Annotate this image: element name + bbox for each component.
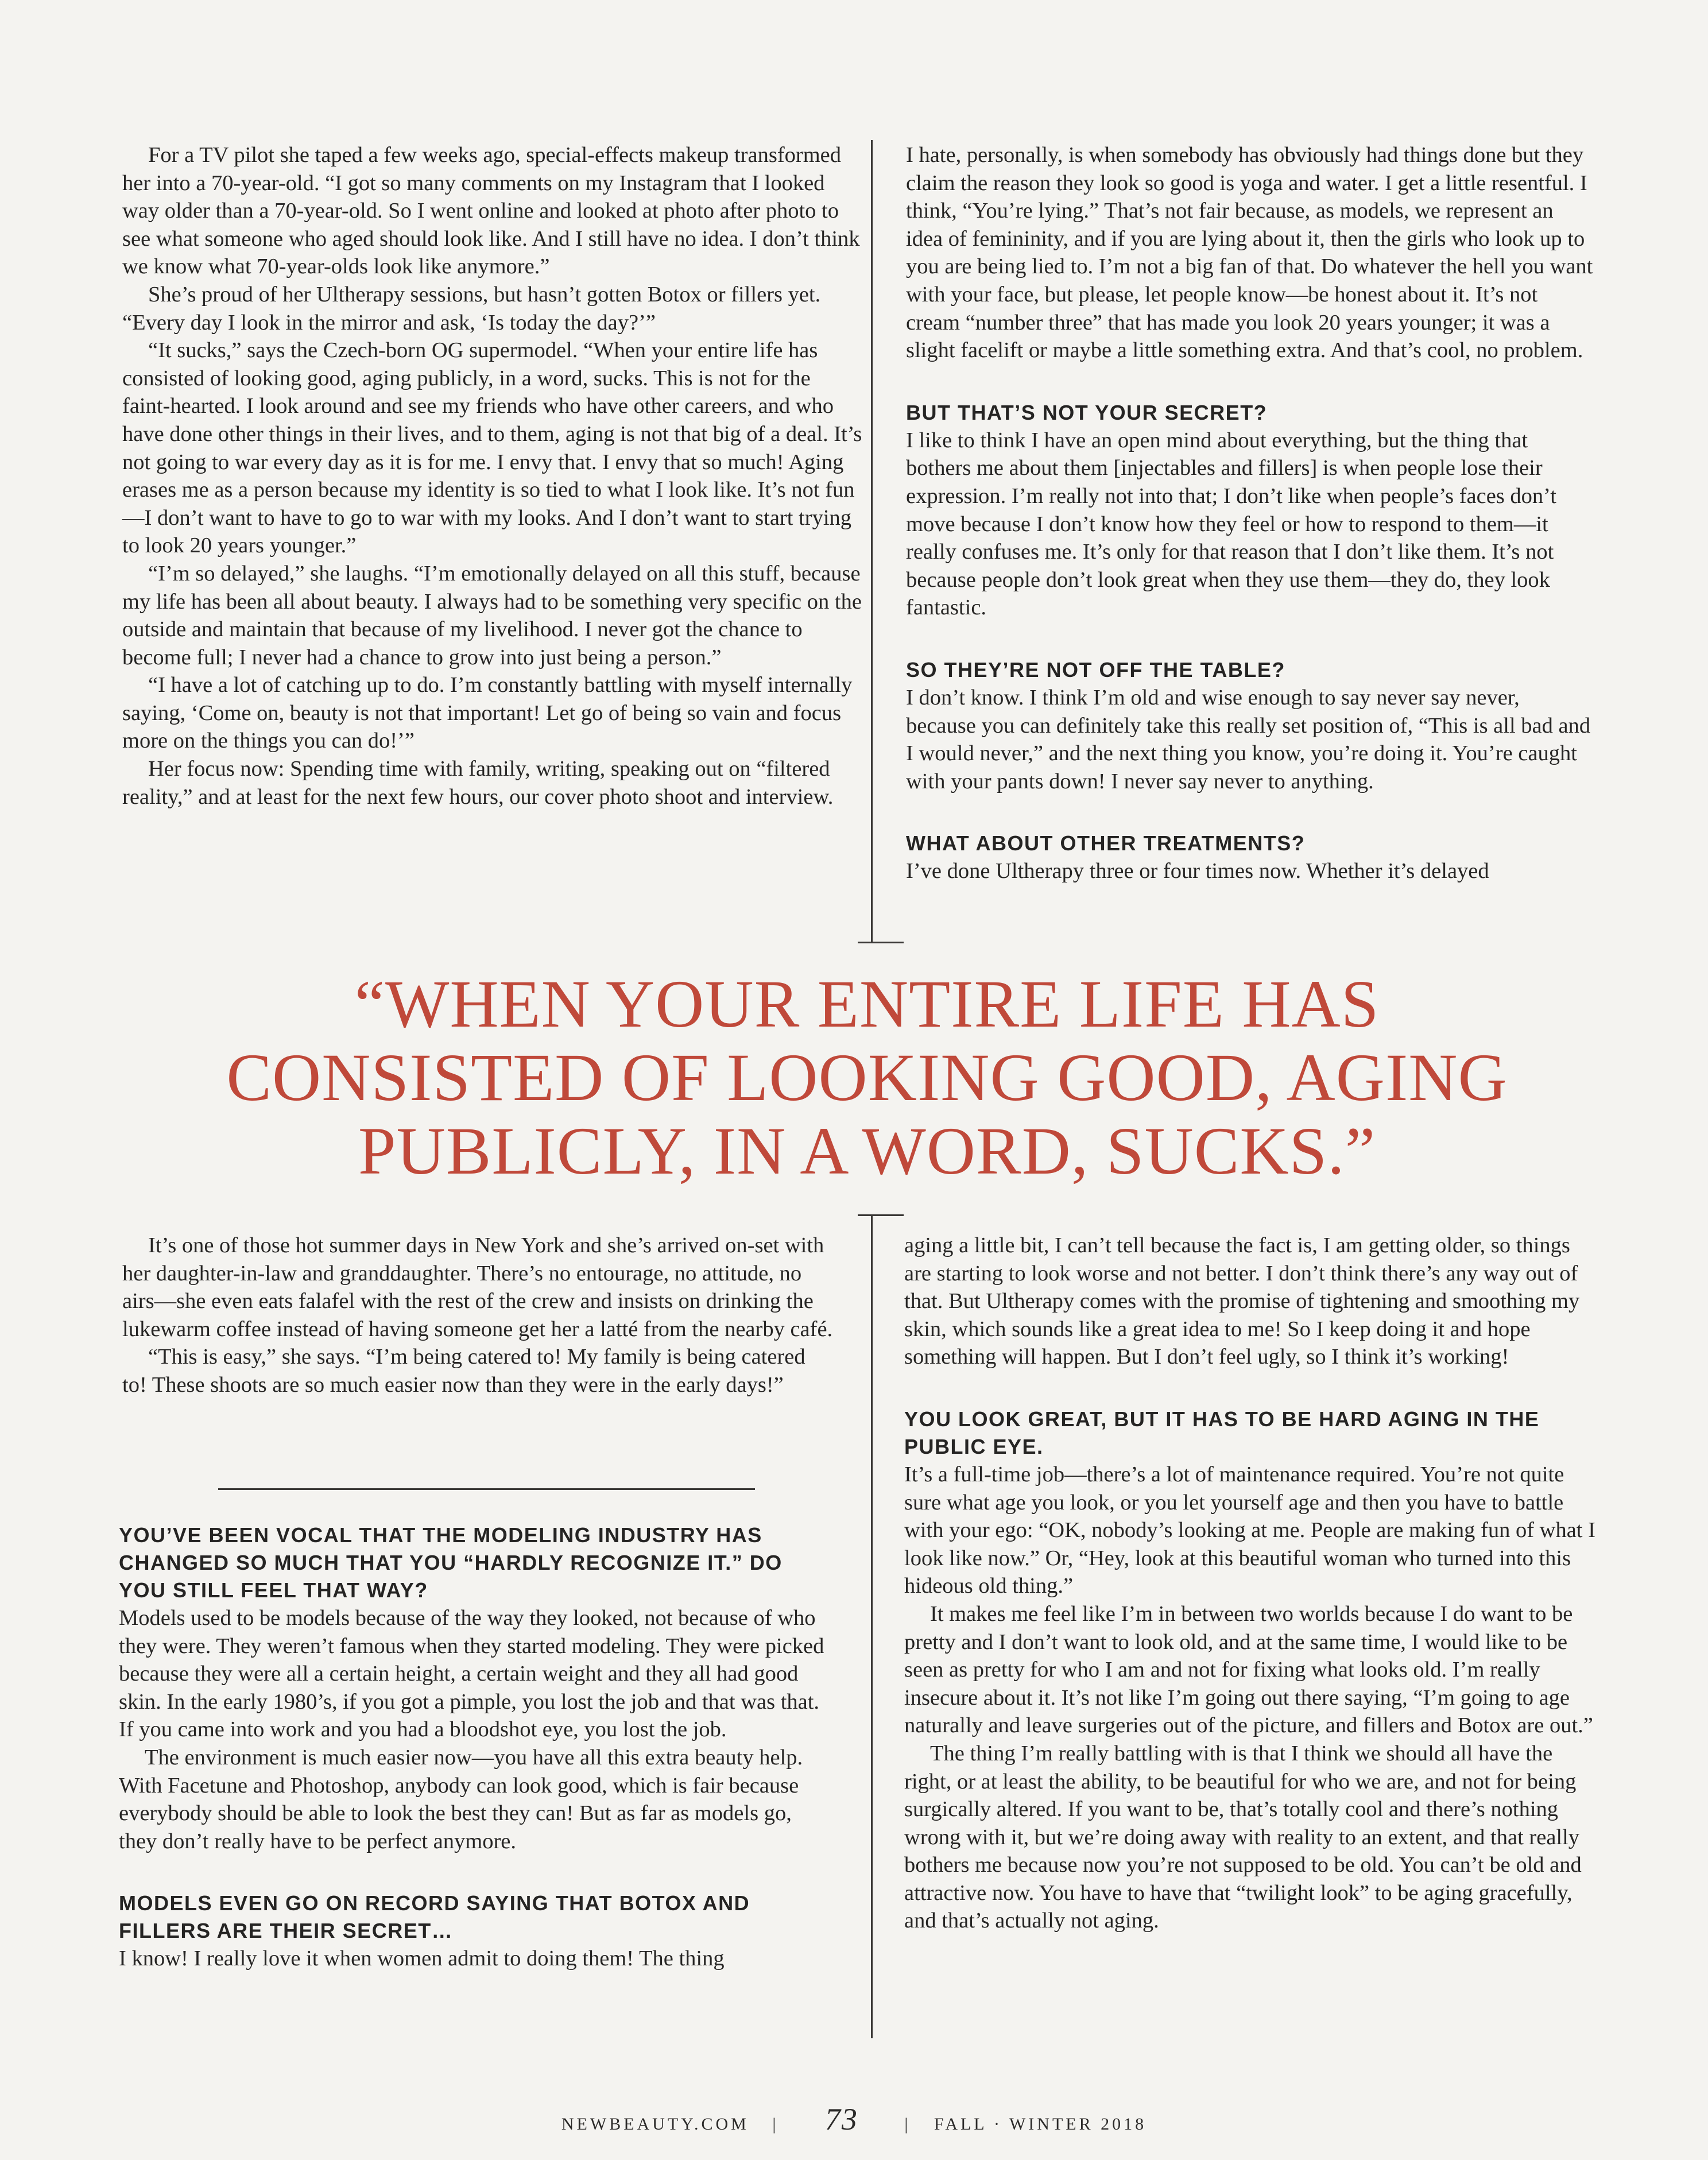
interview-answer: I know! I really love it when women admit to doing them! The thing bbox=[119, 1946, 725, 1971]
footer-separator: | bbox=[904, 2115, 911, 2134]
body-paragraph: “I’m so delayed,” she laughs. “I’m emotionally delayed on all this stuff, because my life has been all about beauty. I always had to be something very specific on the outside and maintain that because of my livelihood. I never got the chance to become full; I never had a chance to grow into just being a person.” bbox=[122, 561, 862, 669]
pull-quote bbox=[172, 967, 1562, 1188]
footer-site: NEWBEAUTY.COM bbox=[561, 2115, 749, 2134]
interview-question: BUT THAT’S NOT YOUR SECRET? bbox=[906, 400, 1268, 424]
interview-answer: It makes me feel like I’m in between two worlds because I do want to be pretty and I don’t want to look old, and at the same time, I would like to be seen as pretty for who I am and not for fixing what looks old. I’m really insecure about it. It’s not like I’m going out there saying, “I’m going to age naturally and leave surgeries out of the picture, and fillers and Botox are out.” bbox=[904, 1601, 1593, 1738]
column-rule-bottom bbox=[871, 1214, 873, 2038]
footer-separator: | bbox=[772, 2115, 779, 2134]
interview-answer: It’s a full-time job—there’s a lot of maintenance required. You’re not quite sure what age you look, or you let yourself age and then you have to battle with your ego: “OK, nobody’s looking at me. People are making fun of what I look like now.” Or, “Hey, look at this beautiful woman who turned into this hideous old thing.” bbox=[904, 1462, 1595, 1598]
interview-answer: I’ve done Ultherapy three or four times now. Whether it’s delayed bbox=[906, 859, 1489, 884]
interview-answer: The thing I’m really battling with is that I think we should all have the right, or at least the ability, to be beautiful for who we are, and not for being surgically altered. If you want to be, that’s totally cool and there’s nothing wrong with it, but we’re doing away with reality to an extent, and that really bothers me because now you’re not supposed to be old. You can’t be old and attractive now. You have to have that “twilight look” to be aging gracefully, and that’s actually not aging. bbox=[904, 1741, 1582, 1933]
interview-question: YOU LOOK GREAT, BUT IT HAS TO BE HARD AGING IN THE PUBLIC EYE. bbox=[904, 1407, 1540, 1458]
right-column-top bbox=[906, 141, 1595, 885]
body-paragraph: It’s one of those hot summer days in New York and she’s arrived on-set with her daughter-in-law and granddaughter. There’s no entourage, no attitude, no airs—she even eats falafel with the rest of the crew and insists on drinking the lukewarm coffee instead of having someone get her a latté from the nearby café. bbox=[122, 1233, 833, 1341]
page-number: 73 bbox=[824, 2102, 858, 2136]
body-paragraph: I hate, personally, is when somebody has obviously had things done but they claim the reason they look so good is yoga and water. I get a little resentful. I think, “You’re lying.” That’s not fair because, as models, we represent an idea of femininity, and if you are lying about it, then the girls who look up to you are being lied to. I’m not a big fan of that. Do whatever the hell you want with your face, but please, let people know—be honest about it. It’s not cream “number three” that has made you look 20 years younger; it was a slight facelift or maybe a little something extra. And that’s cool, no problem. bbox=[906, 143, 1593, 363]
left-column-bottom bbox=[122, 1232, 834, 1399]
body-paragraph: aging a little bit, I can’t tell because the fact is, I am getting older, so things are starting to look worse and not better. I don’t think there’s any way out of that. But Ultherapy comes with the promise of tightening and smoothing my skin, which sounds like a great idea to me! So I keep doing it and hope something will happen. But I don’t feel ugly, so I think it’s working! bbox=[904, 1233, 1580, 1369]
body-paragraph: She’s proud of her Ultherapy sessions, but hasn’t gotten Botox or fillers yet. “Every day I look in the mirror and ask, ‘Is today the day?’” bbox=[122, 282, 821, 335]
interview-question: WHAT ABOUT OTHER TREATMENTS? bbox=[906, 831, 1306, 856]
body-paragraph: “I have a lot of catching up to do. I’m constantly battling with myself internally saying, ‘Come on, beauty is not that important! Let go of being so vain and focus more on the things you can do!’” bbox=[122, 673, 853, 753]
page-footer bbox=[0, 2101, 1708, 2137]
section-divider bbox=[218, 1488, 755, 1490]
pull-quote-line: PUBLICLY, IN A WORD, SUCKS.” bbox=[358, 1113, 1376, 1189]
left-column-qa bbox=[119, 1522, 834, 1973]
interview-answer: I don’t know. I think I’m old and wise enough to say never say never, because you can definitely take this really set position of, “This is all bad and I would never,” and the next thing you know, you’re doing it. You’re caught with your pants down! I never say never to anything. bbox=[906, 685, 1591, 793]
interview-answer: The environment is much easier now—you have all this extra beauty help. With Facetune and Photoshop, anybody can look good, which is fair because everybody should be able to look the best they can! But as far as models go, they don’t really have to be perfect anymore. bbox=[119, 1745, 803, 1853]
left-column-top bbox=[122, 141, 863, 811]
pull-quote-line: CONSISTED OF LOOKING GOOD, AGING bbox=[226, 1040, 1508, 1115]
interview-question: SO THEY’RE NOT OFF THE TABLE? bbox=[906, 657, 1285, 682]
body-paragraph: Her focus now: Spending time with family, writing, speaking out on “filtered reality,” and at least for the next few hours, our cover photo shoot and interview. bbox=[122, 757, 834, 809]
body-paragraph: “It sucks,” says the Czech-born OG supermodel. “When your entire life has consisted of looking good, aging publicly, in a word, sucks. This is not for the faint-hearted. I look around and see my friends who have other careers, and who have done other things in their lives, and to them, aging is not that big of a deal. It’s not going to war every day as it is for me. I envy that. I envy that so much! Aging erases me as a person because my identity is so tied to what I look like. It’s not fun—I don’t want to have to go to war with my looks. And I don’t want to start trying to look 20 years younger.” bbox=[122, 338, 862, 558]
column-rule-cap-bottom bbox=[858, 1214, 904, 1216]
column-rule-top bbox=[871, 140, 873, 943]
footer-issue: FALL · WINTER 2018 bbox=[934, 2115, 1147, 2134]
interview-question: MODELS EVEN GO ON RECORD SAYING THAT BOTOX AND FILLERS ARE THEIR SECRET… bbox=[119, 1891, 750, 1943]
body-paragraph: For a TV pilot she taped a few weeks ago, special-effects makeup transformed her into a 70-year-old. “I got so many comments on my Instagram that I looked way older than a 70-year-old. So I went online and looked at photo after photo to see what someone who aged should look like. And I still have no idea. I don’t think we know what 70-year-olds look like anymore.” bbox=[122, 143, 860, 279]
pull-quote-line: “WHEN YOUR ENTIRE LIFE HAS bbox=[354, 966, 1380, 1042]
column-rule-cap-top bbox=[858, 942, 904, 943]
interview-answer: I like to think I have an open mind about everything, but the thing that bothers me about them [injectables and fillers] is when people lose their expression. I’m really not into that; I don’t like when people’s faces don’t move because I don’t know how they feel or how to respond to them—it really confuses me. It’s only for that reason that I don’t like them. It’s not because people don’t look great when they use them—they do, they look fantastic. bbox=[906, 428, 1556, 620]
right-column-bottom bbox=[904, 1232, 1596, 1935]
interview-answer: Models used to be models because of the way they looked, not because of who they were. They weren’t famous when they started modeling. They were picked because they were all a certain height, a certain weight and they all had good skin. In the early 1980’s, if you got a pimple, you lost the job and that was that. If you came into work and you had a bloodshot eye, you lost the job. bbox=[119, 1606, 824, 1742]
interview-question: YOU’VE BEEN VOCAL THAT THE MODELING INDUSTRY HAS CHANGED SO MUCH THAT YOU “HARDLY RECOGNIZE IT.” DO YOU STILL FEEL THAT WAY? bbox=[119, 1523, 783, 1602]
body-paragraph: “This is easy,” she says. “I’m being catered to! My family is being catered to! These shoots are so much easier now than they were in the early days!” bbox=[122, 1345, 805, 1397]
